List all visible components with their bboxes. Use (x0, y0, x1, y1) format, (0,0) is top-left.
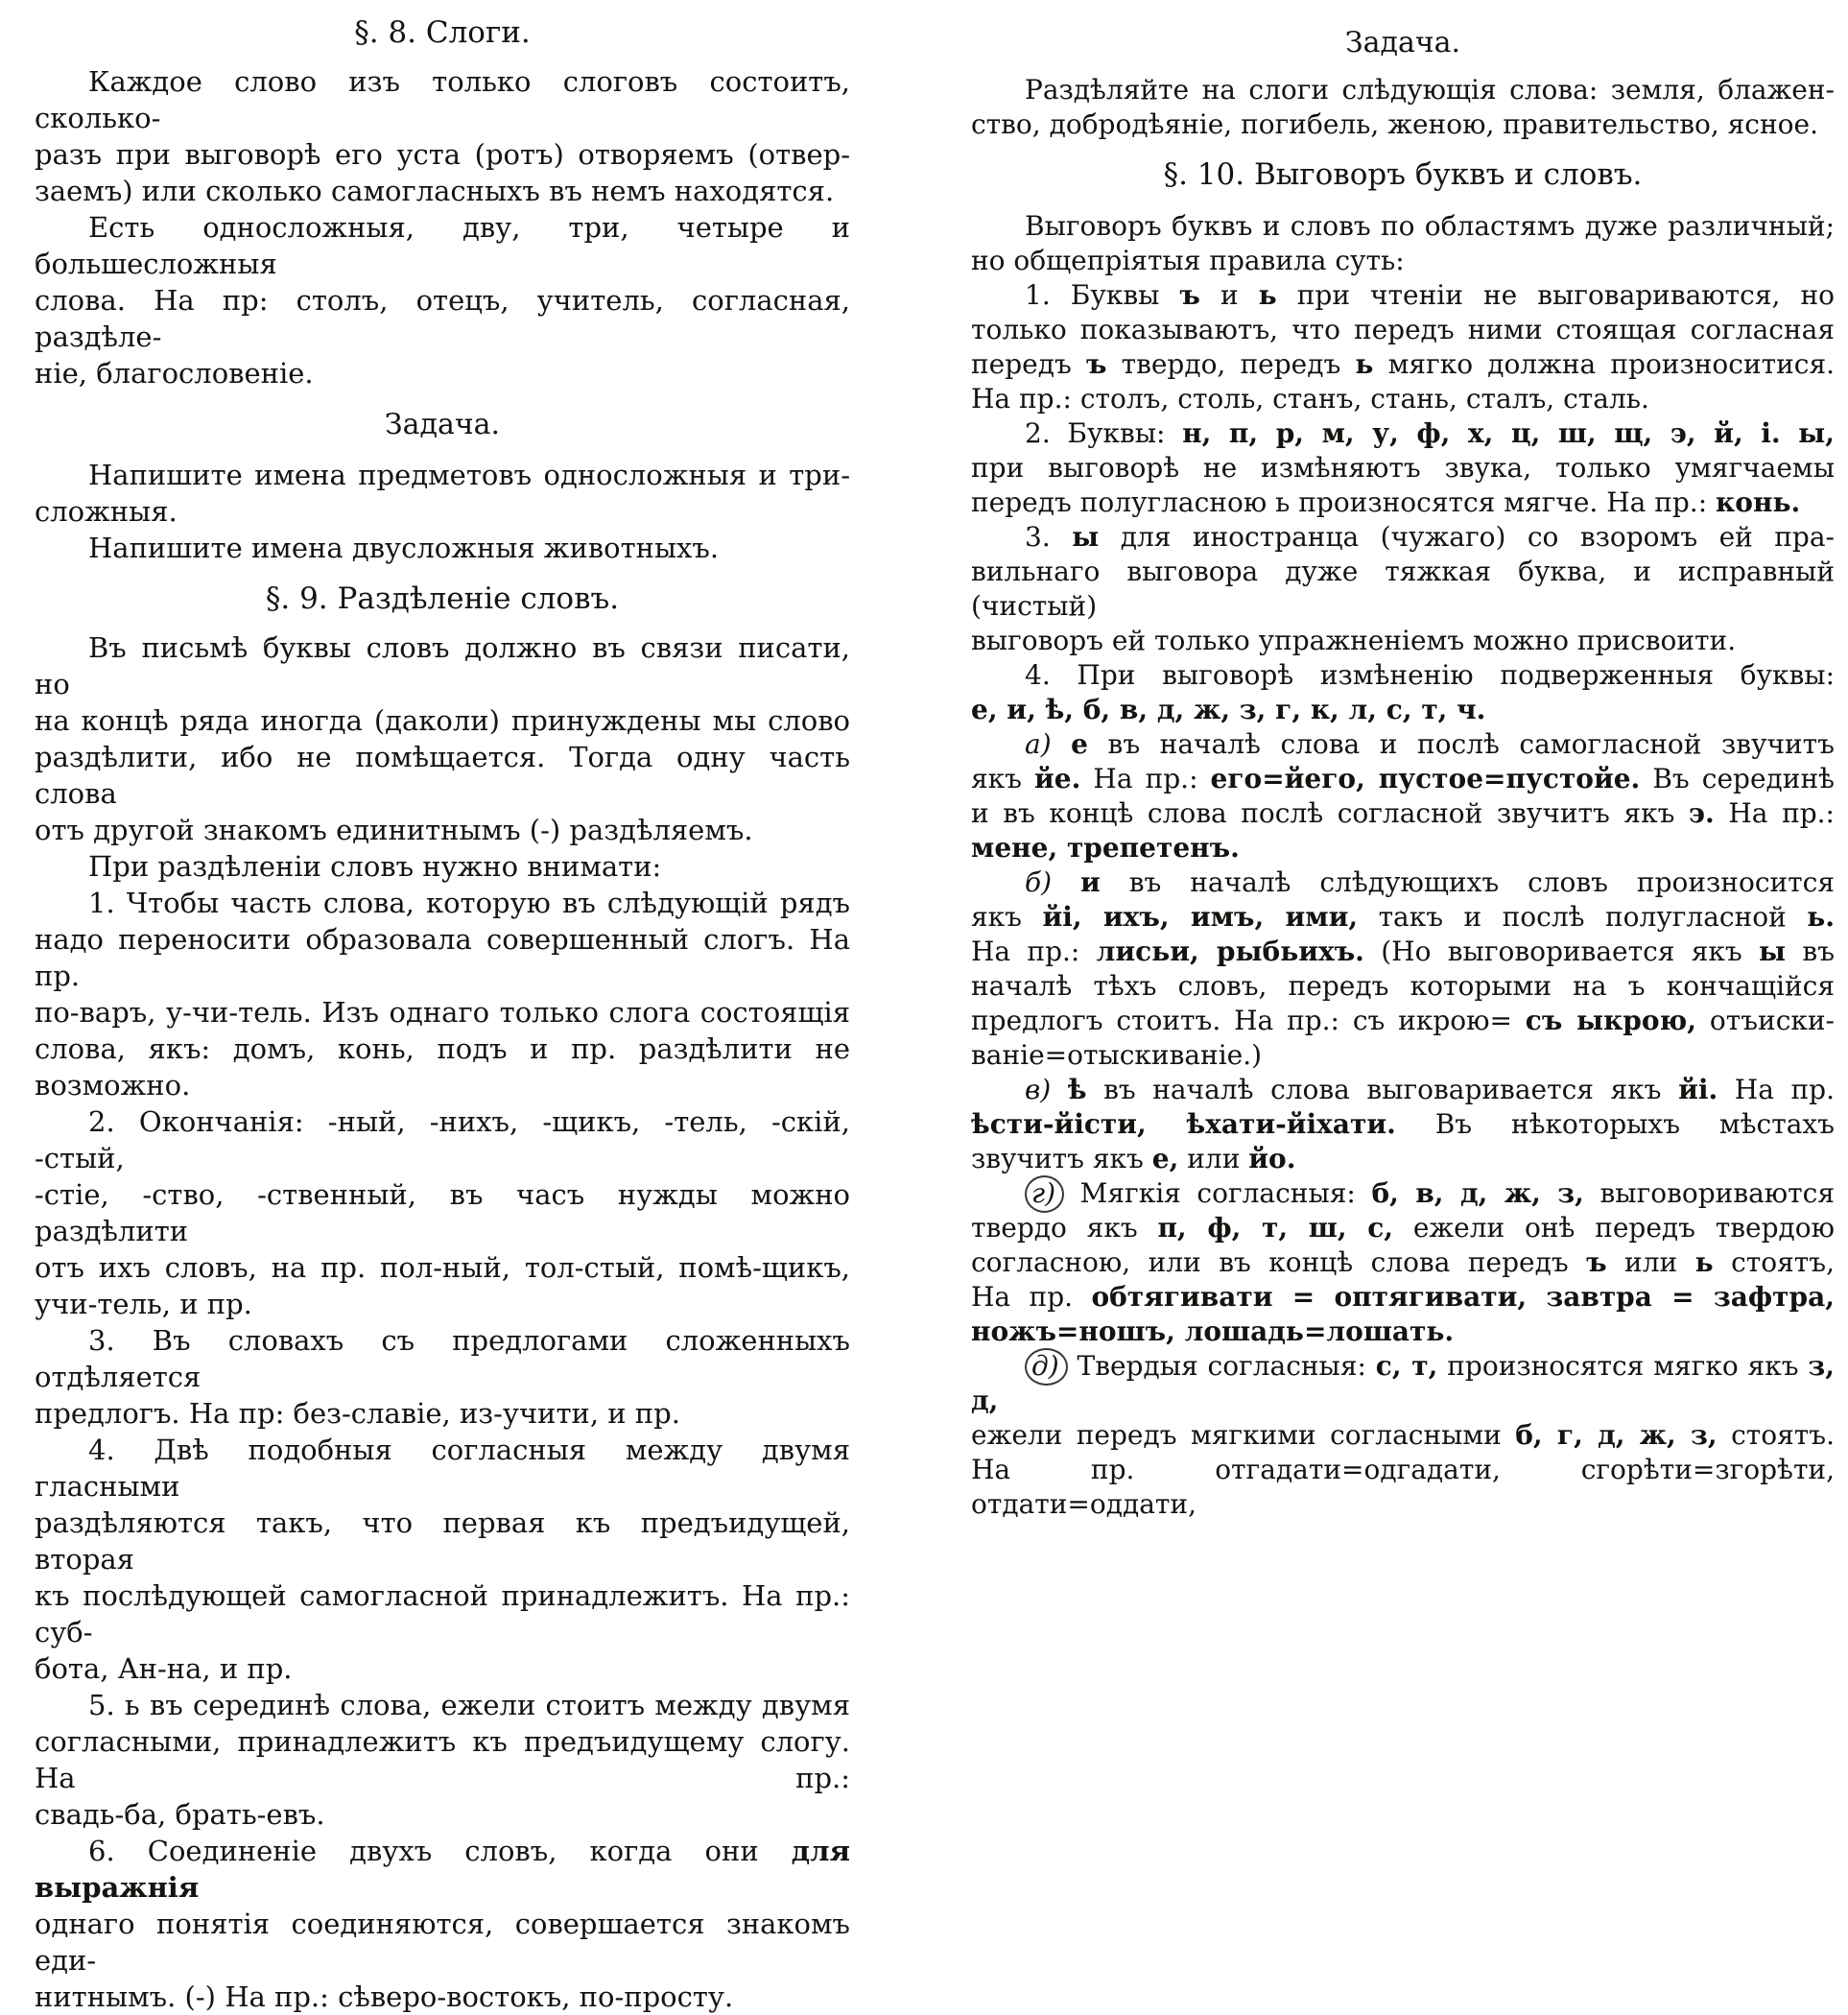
text-run: произносятся мягко якъ (1437, 1350, 1809, 1382)
text-run: въ началѣ слѣдующихъ словъ произносится (1100, 866, 1835, 898)
text-run: и (1199, 279, 1259, 311)
text-run: но общепріятыя правила суть: (971, 245, 1405, 276)
text-line (35, 812, 850, 848)
text-run: На пр.: (971, 936, 1097, 967)
text-run: въ началѣ слова выговаривается якъ (1086, 1074, 1679, 1105)
text-run: стоятъ. (1717, 1419, 1835, 1451)
text-run: раздѣляются такъ, что первая къ предъидущей, вторая (35, 1506, 850, 1576)
text-run: слова. На пр: столъ, отецъ, учитель, согласная, раздѣле- (35, 284, 850, 353)
text-line (35, 1395, 850, 1432)
text-line (35, 1650, 850, 1687)
text-run: передъ (971, 348, 1086, 380)
text-run: йе. (1034, 763, 1081, 794)
para-syllable-kinds (35, 209, 850, 391)
text-run: стоятъ, (1713, 1246, 1835, 1278)
text-run: слова, якъ: домъ, конь, подъ и пр. раздѣлити не возможно. (35, 1032, 850, 1102)
para-rule-5 (35, 1687, 850, 1833)
text-run: отъ ихъ словъ, на пр. пол-ный, тол-стый, помѣ-щикъ, (35, 1251, 850, 1284)
text-line (971, 1280, 1835, 1315)
text-run: На пр. отгадати=одгадати, сгорѣти=згорѣти, отдати=оддати, (971, 1454, 1835, 1520)
text-run: при выговорѣ не измѣняютъ звука, только умягчаемы (971, 452, 1835, 484)
text-line (35, 1432, 850, 1505)
text-line (971, 382, 1835, 416)
text-run: 3. (1025, 521, 1073, 553)
text-run: разъ при выговорѣ его уста (ротъ) отворяемъ (отвер- (35, 138, 850, 171)
text-run: На пр.: (1080, 763, 1211, 794)
text-run: йі. (1678, 1074, 1718, 1105)
text-run: ь (1694, 1246, 1714, 1278)
text-run: нитнымъ. (-) На пр.: сѣверо-востокъ, по-просту. (35, 1980, 734, 2013)
text-run: по-варъ, у-чи-тель. Изъ однаго только слога состоящія (35, 996, 850, 1029)
text-line (35, 355, 850, 391)
text-line (35, 1723, 850, 1796)
text-line (35, 1687, 850, 1723)
text-run: На пр. (971, 1281, 1092, 1313)
text-line (35, 63, 850, 136)
text-line (35, 1833, 850, 1906)
text-run: твердо якъ (971, 1212, 1158, 1244)
text-run: выговоръ ей только упражненіемъ можно присвоити. (971, 625, 1737, 656)
para-task-1b (35, 530, 850, 566)
text-line (35, 1249, 850, 1286)
text-run: §. 10. Выговоръ буквъ и словъ. (1163, 157, 1643, 192)
left-column (35, 0, 850, 2015)
para-item-b (971, 865, 1835, 1073)
text-run: предлогъ. На пр: без-славіе, из-учити, и пр. (35, 1397, 680, 1430)
text-run: 1. Чтобы часть слова, которую въ слѣдующій рядъ (88, 887, 850, 919)
text-run: Задача. (1344, 26, 1461, 59)
text-line (971, 762, 1835, 796)
text-line (971, 624, 1835, 658)
text-run: Есть односложныя, дву, три, четыре и большесложныя (35, 211, 850, 280)
text-line (971, 1349, 1835, 1418)
text-run: якъ (971, 763, 1035, 794)
text-run: Задача. (384, 408, 501, 441)
text-run: согласною, или въ концѣ слова передъ (971, 1246, 1587, 1278)
text-run: однаго понятія соединяются, совершается знакомъ еди- (35, 1908, 850, 1977)
text-line (971, 796, 1835, 831)
text-run: н, п, р, м, у, ф, х, ц, ш, щ, э, й, і. ы, (1182, 417, 1835, 449)
text-run: Твердыя согласныя: (1067, 1350, 1376, 1382)
text-line (971, 1211, 1835, 1245)
text-line (971, 347, 1835, 382)
text-run: д) (1025, 1348, 1068, 1386)
text-line (35, 209, 850, 282)
text-line (35, 848, 850, 885)
text-line (35, 282, 850, 355)
text-run: учи-тель, и пр. (35, 1288, 252, 1320)
text-run: ножъ=ношъ, лошадь=лошать. (971, 1316, 1455, 1347)
text-run: -стіе, -ство, -ственный, въ часъ нужды можно раздѣлити (35, 1178, 850, 1247)
text-run: якъ (971, 901, 1043, 933)
text-run: и въ концѣ слова послѣ согласной звучитъ якъ (971, 797, 1689, 829)
text-run: на концѣ ряда иногда (даколи) принуждены мы слово (35, 704, 850, 737)
text-run: ъ (1586, 1246, 1607, 1278)
text-line (971, 107, 1835, 142)
text-run: вильнаго выговора дуже тяжкая буква, и исправный (чистый) (971, 556, 1835, 622)
text-run: мене, трепетенъ. (971, 832, 1240, 864)
text-line (35, 457, 850, 493)
text-line (971, 865, 1835, 900)
text-line (971, 1245, 1835, 1280)
text-run: При раздѣленіи словъ нужно внимати: (88, 850, 662, 883)
text-run: передъ полугласною ь произносятся мягче. На пр.: (971, 486, 1717, 518)
section-8-heading (35, 13, 850, 52)
text-run: йі, ихъ, имъ, ими, (1042, 901, 1359, 933)
text-run: б) (1025, 866, 1080, 898)
text-run: раздѣлити, ибо не помѣщается. Тогда одну часть слова (35, 741, 850, 810)
para-pron-rule-2 (971, 416, 1835, 520)
text-line (971, 658, 1835, 693)
text-run: и (1079, 866, 1101, 898)
text-run: е, и, ѣ, б, в, д, ж, з, г, к, л, с, т, ч. (971, 694, 1486, 725)
text-line (35, 493, 850, 530)
text-line (971, 278, 1835, 313)
text-line (971, 1315, 1835, 1349)
text-run: конь. (1716, 486, 1801, 518)
text-run: ѣ (1067, 1074, 1087, 1105)
text-line (35, 1577, 850, 1650)
text-run: п, ф, т, ш, с, (1157, 1212, 1394, 1244)
text-run: Въ серединѣ (1640, 763, 1835, 794)
text-line (35, 1176, 850, 1249)
para-syllables-intro (35, 63, 850, 209)
para-item-v (971, 1073, 1835, 1176)
text-line (35, 739, 850, 812)
text-run: Въ письмѣ буквы словъ должно въ связи писати, но (35, 631, 850, 700)
text-run: Выговоръ буквъ и словъ по областямъ дуже различный; (1025, 210, 1835, 242)
text-run: 5. ь въ серединѣ слова, ежели стоитъ между двумя (88, 1689, 850, 1721)
text-run: ваніе=отыскиваніе.) (971, 1039, 1263, 1071)
text-run: 4. Двѣ подобныя согласныя между двумя гласными (35, 1434, 850, 1503)
text-run: Напишите имена предметовъ односложныя и три- (88, 459, 850, 491)
text-run: для иностранца (чужаго) со взоромъ ей пра- (1099, 521, 1835, 553)
text-run: ѣсти-йісти, ѣхати-йіхати. (971, 1108, 1396, 1140)
text-run: б, в, д, ж, з, (1371, 1177, 1584, 1209)
text-line (35, 173, 850, 209)
right-column (971, 0, 1835, 1522)
text-line (971, 1073, 1835, 1107)
text-line (971, 831, 1835, 865)
text-run: в) (1025, 1074, 1068, 1105)
text-run: ь (1258, 279, 1277, 311)
text-run: е, (1151, 1143, 1179, 1174)
text-run: 2. Окончанія: -ный, -нихъ, -щикъ, -тель, -скій, -стый, (35, 1105, 850, 1174)
text-run: отъ другой знакомъ единитнымъ (-) раздѣляемъ. (35, 814, 753, 846)
text-line (971, 969, 1835, 1004)
text-line (35, 1322, 850, 1395)
text-line (35, 1286, 850, 1322)
text-run: такъ и послѣ полугласной (1358, 901, 1808, 933)
text-line (971, 73, 1835, 107)
text-line (35, 530, 850, 566)
text-run: или (1606, 1246, 1695, 1278)
text-run: при чтеніи не выговариваются, но (1276, 279, 1835, 311)
text-line (971, 313, 1835, 347)
text-run: заемъ) или сколько самогласныхъ въ немъ находятся. (35, 175, 835, 207)
text-run: сложныя. (35, 495, 178, 528)
text-run: ство, добродѣяніе, погибель, женою, правительство, ясное. (971, 108, 1818, 140)
text-run: къ послѣдующей самогласной принадлежитъ. На пр.: суб- (35, 1579, 850, 1648)
text-line (35, 1796, 850, 1833)
text-run: согласными, принадлежитъ къ предъидущему слогу. На пр.: (35, 1725, 850, 1794)
text-run: предлогъ стоитъ. На пр.: съ икрою= (971, 1005, 1526, 1036)
text-run: 1. Буквы (1025, 279, 1180, 311)
text-run: э. (1689, 797, 1715, 829)
text-run: г) (1025, 1175, 1064, 1213)
section-9-heading (35, 580, 850, 618)
text-line (35, 136, 850, 173)
text-line (971, 1004, 1835, 1038)
text-run: ы (1072, 521, 1100, 553)
text-run: 6. Соединеніе двухъ словъ, когда они (88, 1835, 792, 1867)
text-run: 4. При выговорѣ измѣненію подверженныя буквы: (1025, 659, 1835, 691)
text-line (971, 935, 1835, 969)
text-line (35, 1103, 850, 1176)
text-run: с, т, (1375, 1350, 1438, 1382)
text-run: началѣ тѣхъ словъ, передъ которыми на ъ кончащійся (971, 970, 1835, 1002)
text-run: для выражнія (35, 1835, 850, 1904)
text-line (971, 416, 1835, 451)
para-item-d (971, 1349, 1835, 1522)
text-line (971, 1418, 1835, 1453)
text-run: только показываютъ, что передъ ними стоящая согласная (971, 314, 1835, 345)
text-line (971, 693, 1835, 727)
text-run: ь. (1807, 901, 1835, 933)
text-line (971, 1176, 1835, 1211)
para-task-2 (971, 73, 1835, 142)
text-run: ы (1759, 936, 1787, 967)
para-item-a (971, 727, 1835, 865)
para-rule-6 (35, 1833, 850, 2015)
para-rule-1 (35, 885, 850, 1103)
text-run: свадь-ба, брать-евъ. (35, 1798, 325, 1831)
text-run: (Но выговоривается якъ (1363, 936, 1760, 967)
text-run: 2. Буквы: (1025, 417, 1183, 449)
text-run: б, г, д, ж, з, (1515, 1419, 1718, 1451)
text-run: въ началѣ слова и послѣ самогласной звучитъ (1088, 728, 1835, 760)
text-run: йо. (1248, 1143, 1296, 1174)
text-run: твердо, передъ (1106, 348, 1356, 380)
text-run: съ ыкрою, (1525, 1005, 1697, 1036)
section-10-heading (971, 155, 1835, 194)
text-line (971, 900, 1835, 935)
para-pron-rule-3 (971, 520, 1835, 658)
text-line (35, 629, 850, 702)
text-line (35, 1906, 850, 1979)
text-run: ь (1355, 348, 1374, 380)
text-run: лисьи, рыбьихъ. (1096, 936, 1364, 967)
para-division-intro (35, 629, 850, 848)
text-line (35, 994, 850, 1031)
para-pron-rule-1 (971, 278, 1835, 416)
text-line (971, 727, 1835, 762)
text-line (971, 1453, 1835, 1522)
text-run: обтягивати = оптягивати, завтра = зафтра, (1091, 1281, 1835, 1313)
text-line (971, 520, 1835, 555)
text-line (971, 244, 1835, 278)
text-line (971, 1038, 1835, 1073)
text-run: з, д, (971, 1350, 1835, 1416)
text-run: Раздѣляйте на слоги слѣдующія слова: земля, блажен- (1025, 74, 1835, 106)
para-pronunciation-intro (971, 209, 1835, 278)
text-run: Каждое слово изъ только слоговъ состоитъ, сколько- (35, 65, 850, 134)
text-line (971, 1107, 1835, 1142)
text-run: §. 8. Слоги. (354, 15, 531, 50)
text-run: бота, Ан-на, и пр. (35, 1652, 293, 1685)
text-run: отъиски- (1696, 1005, 1836, 1036)
text-line (971, 555, 1835, 624)
text-line (35, 702, 850, 739)
text-line (35, 885, 850, 921)
text-run: въ (1786, 936, 1836, 967)
text-run: Напишите имена двусложныя животныхъ. (88, 532, 720, 564)
text-run: мягко должна произноситися. (1373, 348, 1836, 380)
text-run: Въ нѣкоторыхъ мѣстахъ (1395, 1108, 1835, 1140)
para-division-note (35, 848, 850, 885)
para-pron-rule-4 (971, 658, 1835, 727)
task-heading-1 (35, 407, 850, 443)
para-item-g (971, 1176, 1835, 1349)
text-line (971, 1142, 1835, 1176)
text-line (971, 451, 1835, 486)
text-run: ъ (1085, 348, 1107, 380)
text-run: §. 9. Раздѣленіе словъ. (265, 581, 620, 616)
text-run: выговориваются (1583, 1177, 1835, 1209)
text-run: Мягкія согласныя: (1064, 1177, 1372, 1209)
text-line (35, 1505, 850, 1577)
text-run: е (1071, 728, 1088, 760)
para-rule-3 (35, 1322, 850, 1432)
para-task-1a (35, 457, 850, 530)
text-run: ъ (1179, 279, 1200, 311)
text-run: ежели передъ мягкими согласными (971, 1419, 1516, 1451)
task-heading-2 (971, 25, 1835, 61)
text-run: а) (1025, 728, 1072, 760)
text-run: ніе, благословеніе. (35, 357, 314, 390)
para-rule-2 (35, 1103, 850, 1322)
text-line (35, 1031, 850, 1103)
text-run: его=йего, пустое=пустойе. (1210, 763, 1641, 794)
text-line (35, 1979, 850, 2015)
text-run: 3. Въ словахъ съ предлогами сложенныхъ отдѣляется (35, 1324, 850, 1393)
text-run: На пр.: столъ, столь, станъ, стань, сталъ, сталь. (971, 383, 1649, 415)
text-run: На пр.: (1714, 797, 1835, 829)
para-rule-4 (35, 1432, 850, 1687)
text-run: звучитъ якъ (971, 1143, 1152, 1174)
text-line (971, 486, 1835, 520)
text-run: надо переносити образовала совершенный слогъ. На пр. (35, 923, 850, 992)
text-line (35, 921, 850, 994)
text-run: ежели онѣ передъ твердою (1393, 1212, 1836, 1244)
text-run: или (1178, 1143, 1249, 1174)
text-run: На пр. (1718, 1074, 1835, 1105)
text-line (971, 209, 1835, 244)
